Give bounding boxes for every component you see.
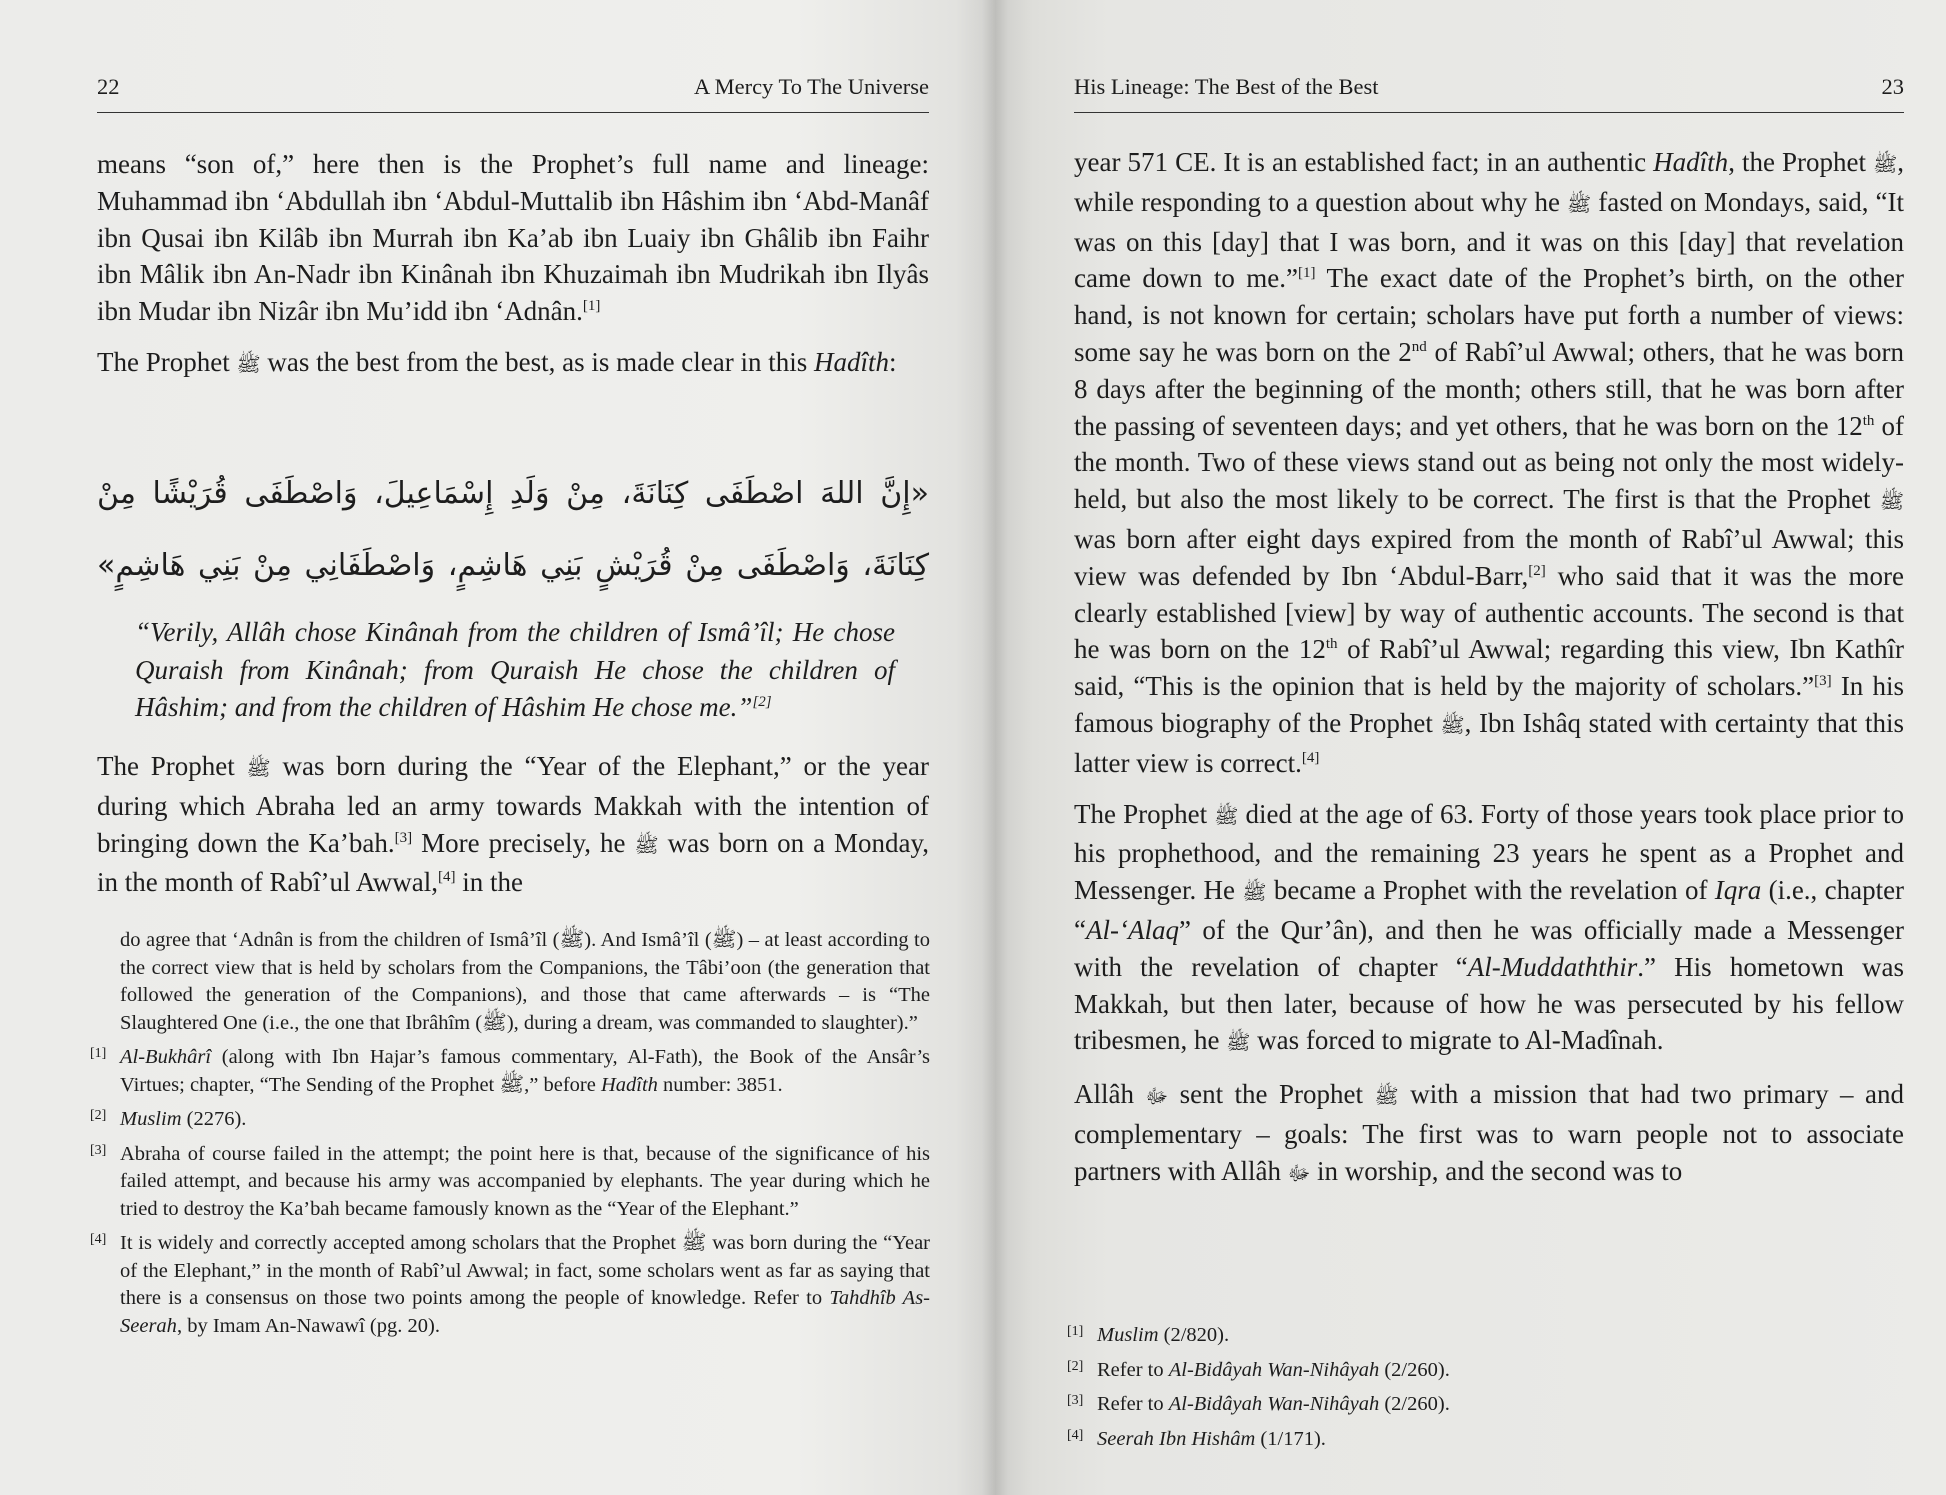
right-page-number: 23	[1881, 74, 1904, 99]
salutation-symbol: ﷺ	[1214, 805, 1239, 828]
footnote-continuation: do agree that ‘Adnân is from the children of Ismâ’îl (ﷺ). And Ismâ’îl (ﷺ) – at least according to the correct view that is held by scholars from the Companions, the Tâbi’oon (the generation that followed the generation of the Companions), and those that came afterwards – is “The Slaughtered One (i.e., the one that Ibrâhîm (ﷺ), during a dream, was commanded to slaughter).”	[120, 929, 930, 1034]
left-page-number: 22	[97, 74, 120, 99]
paragraph: Allâh ﷻ sent the Prophet ﷺ with a mission that had two primary – and complementary – goals: The first was to warn people not to associate partners with Allâh ﷻ in worship, and the second was to	[1074, 1079, 1905, 1186]
footnote: [2] Refer to Al-Bidâyah Wan-Nihâyah (2/260).	[1067, 1358, 1450, 1381]
arabic-line: كِنَانَةَ، وَاصْطَفَى مِنْ قُرَيْشٍ بَنِي هَاشِمٍ، وَاصْطَفَانِي مِنْ بَنِي هَاشِمٍ»	[97, 548, 929, 583]
left-footnotes	[90, 927, 930, 1347]
right-running-head	[1074, 70, 1904, 113]
salutation-symbol: ﷺ	[246, 758, 271, 780]
salutation-symbol: ﷺ	[1879, 491, 1904, 514]
salutation-symbol: ﷺ	[1242, 882, 1267, 905]
right-birthdate-text	[1074, 144, 1904, 1193]
salutation-symbol: ﷺ	[1567, 193, 1592, 216]
alayhis-salam-symbol: (ﷺ)	[475, 1011, 514, 1034]
hadith-translation: “Verily, Allâh chose Kinânah from the children of Ismâ’îl; He chose Quraish from Kinânah; from Quraish He chose the children of Hâshim; and from the children of Hâshim He chose me.”[2]	[135, 617, 895, 722]
left-birth-text	[97, 748, 929, 901]
book-gutter-shadow	[982, 0, 1008, 1495]
arabic-line: «إِنَّ اللهَ اصْطَفَى كِنَانَةَ، مِنْ وَلَدِ إِسْمَاعِيلَ، وَاصْطَفَى قُرَيْشًا مِنْ	[97, 476, 929, 511]
chapter-title: His Lineage: The Best of the Best	[1074, 74, 1379, 99]
arabic-hadith	[97, 458, 929, 602]
salutation-symbol: ﷺ	[1873, 154, 1898, 176]
left-lineage-text	[97, 146, 929, 384]
paragraph: The Prophet ﷺ died at the age of 63. Forty of those years took place prior to his prophethood, and the remaining 23 years he spent as a Prophet and Messenger. He ﷺ became a Prophet with the revelation of Iqra (i.e., chapter “Al-‘Alaq” of the Qur’ân), and then he was officially made a Messenger with the revelation of chapter “Al-Muddaththir.” His hometown was Makkah, but then later, because of how he was persecuted by his fellow tribesmen, he ﷺ was forced to migrate to Al-Madînah.	[1074, 798, 1905, 1056]
right-footnotes	[1067, 1322, 1827, 1460]
left-running-head	[97, 70, 929, 113]
subhanahu-symbol: ﷻ	[1145, 1086, 1169, 1109]
book-title: A Mercy To The Universe	[693, 74, 929, 99]
paragraph: year 571 CE. It is an established fact; in an authentic Hadîth, the Prophet ﷺ, while responding to a question about why he ﷺ fasted on Mondays, said, “It was on this [day] that I was born, and it was on this [day] that revelation came down to me.”[1] The exact date of the Prophet’s birth, on the other hand, is not known for certain; scholars have put forth a number of views: some say he was born on the 2nd of Rabî’ul Awwal; others, that he was born 8 days after the beginning of the month; others still, that he was born after the passing of seventeen days; and yet others, that he was born on the 12th of the month. Two of these views stand out as being not only the most widely-held, but also the most likely to be correct. The first is that the Prophet ﷺ was born after eight days expired from the month of Rabî’ul Awwal; this view was defended by Ibn ‘Abdul-Barr,[2] who said that it was the more clearly established [view] by way of authentic accounts. The second is that he was born on the 12th of Rabî’ul Awwal; regarding this view, Ibn Kathîr said, “This is the opinion that is held by the majority of scholars.”[3] In his famous biography of the Prophet ﷺ, Ibn Ishâq stated with certainty that this latter view is correct.[4]	[1074, 147, 1905, 778]
salutation-symbol: ﷺ	[1440, 714, 1465, 737]
footnote: [4] It is widely and correctly accepted among scholars that the Prophet ﷺ was born during the “Year of the Elephant,” in the month of Rabî’ul Awwal; in fact, some scholars went as far as saying that there is a consensus on those two points among the people of knowledge. Refer to Tahdhîb As-Seerah, by Imam An-Nawawî (pg. 20).	[90, 1232, 931, 1337]
footnote: [1] Al-Bukhârî (along with Ibn Hajar’s famous commentary, Al-Fath), the Book of the Ansâr’s Virtues; chapter, “The Sending of the Prophet ﷺ,” before Hadîth number: 3851.	[90, 1046, 931, 1096]
salutation-symbol: ﷺ	[1226, 1032, 1251, 1055]
footnote: [2] Muslim (2276).	[90, 1108, 247, 1130]
footnote: [4] Seerah Ibn Hishâm (1/171).	[1067, 1427, 1326, 1450]
subhanahu-symbol: ﷻ	[1287, 1162, 1311, 1185]
salutation-symbol: ﷺ	[499, 1073, 525, 1096]
paragraph: The Prophet ﷺ was born during the “Year of the Elephant,” or the year during which Abraha led an army towards Makkah with the intention of bringing down the Ka’bah.[3] More precisely, he ﷺ was born on a Monday, in the month of Rabî’ul Awwal,[4] in the	[97, 751, 930, 898]
paragraph: means “son of,” here then is the Prophet’s full name and lineage: Muhammad ibn ‘Abdullah ibn ‘Abdul-Muttalib ibn Hâshim ibn ‘Abd-Manâf ibn Qusai ibn Kilâb ibn Murrah ibn Ka’ab ibn Luaiy ibn Ghâlib ibn Faihr ibn Mâlik ibn An-Nadr ibn Kinânah ibn Khuzaimah ibn Mudrikah ibn Ilyâs ibn Mudar ibn Nizâr ibn Mu’idd ibn ‘Adnân.[1]	[97, 149, 929, 327]
footnote: [3] Abraha of course failed in the attempt; the point here is that, because of the significance of his failed attempt, and because his army was accompanied by elephants. The year during which he tried to destroy the Ka’bah became famously known as the “Year of the Elephant.”	[90, 1142, 930, 1220]
footnote: [1] Muslim (2/820).	[1067, 1324, 1230, 1346]
salutation-symbol: ﷺ	[1374, 1086, 1399, 1109]
alayhis-salam-symbol: (ﷺ)	[552, 929, 592, 951]
salutation-symbol: ﷺ	[236, 353, 261, 376]
salutation-symbol: ﷺ	[681, 1232, 707, 1254]
paragraph: The Prophet ﷺ was the best from the best, as is made clear in this Hadîth:	[97, 346, 897, 377]
right-page	[995, 0, 1946, 1495]
footnote: [3] Refer to Al-Bidâyah Wan-Nihâyah (2/260).	[1067, 1393, 1450, 1415]
alayhis-salam-symbol: (ﷺ)	[704, 929, 744, 951]
salutation-symbol: ﷺ	[634, 834, 659, 857]
